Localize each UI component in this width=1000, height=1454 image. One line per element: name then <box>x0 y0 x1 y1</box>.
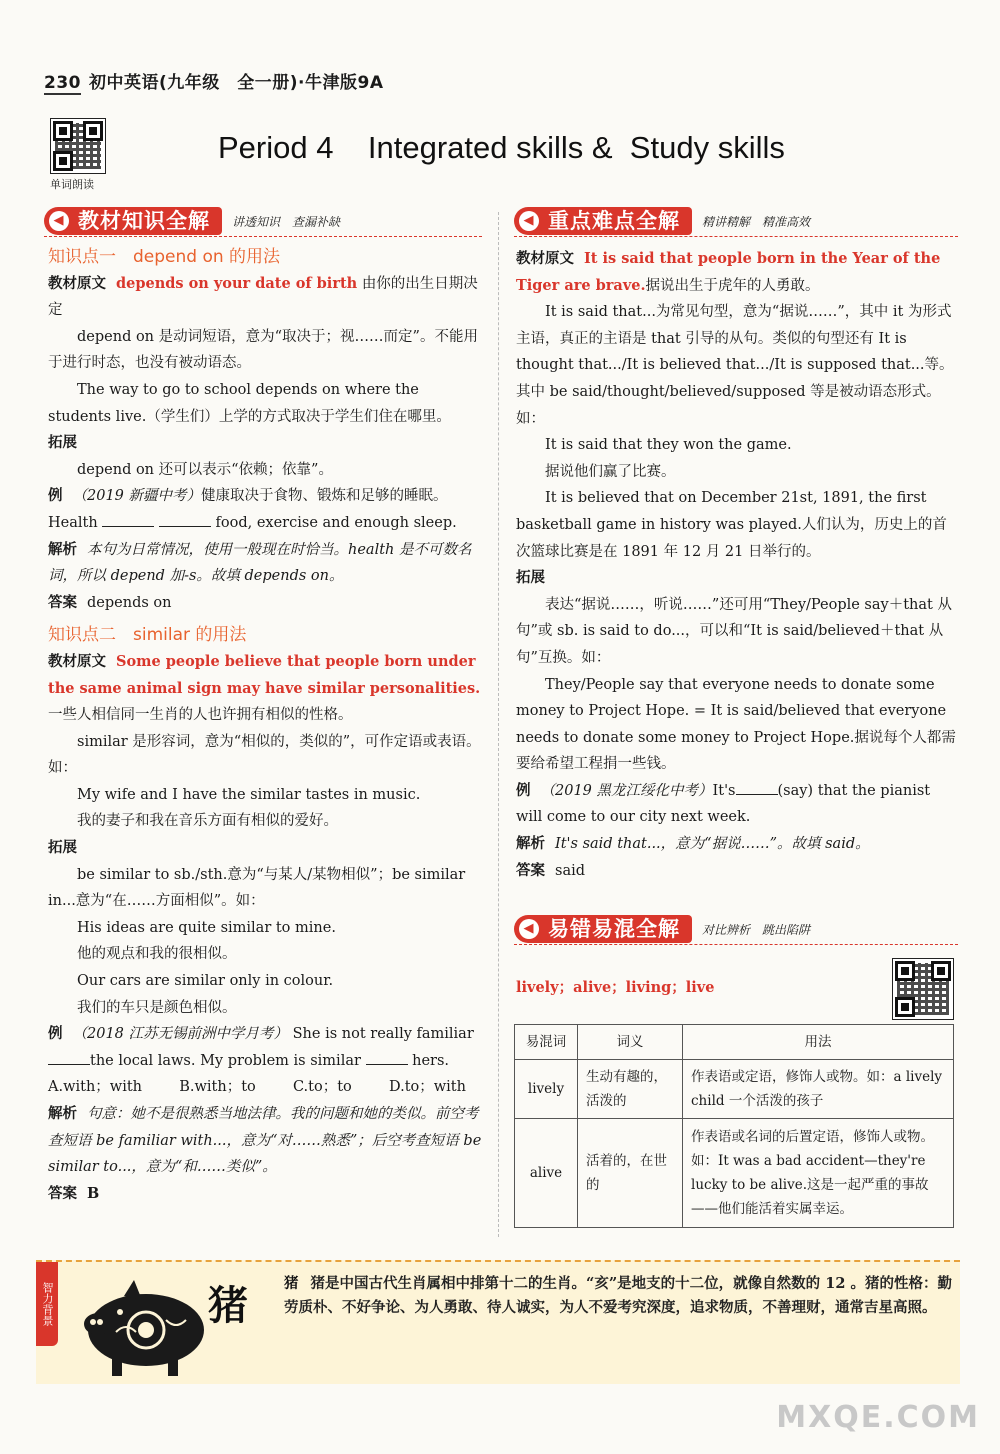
pig-character: 猪 <box>208 1282 248 1329</box>
section-banner-left <box>44 206 340 236</box>
knowledge-point-heading: 知识点二 similar 的用法 <box>48 625 247 646</box>
banner-title: 教材知识全解 <box>78 209 210 233</box>
answer-blank[interactable] <box>102 512 154 527</box>
answer-blank[interactable] <box>48 1050 90 1065</box>
book-title: 初中英语(九年级 全一册)·牛津版9A <box>89 73 384 93</box>
option-d[interactable]: D.to；with <box>388 1079 466 1096</box>
page-number: 230 <box>44 73 81 93</box>
option-c[interactable]: C.to；to <box>292 1079 352 1096</box>
qr-code[interactable] <box>892 958 954 1020</box>
banner-subtitle: 对比辨析 跳出陷阱 <box>702 922 811 937</box>
answer-blank[interactable] <box>736 780 778 795</box>
divider <box>514 944 958 945</box>
qr-label: 单词朗读 <box>50 178 94 191</box>
banner-subtitle: 讲透知识 查漏补缺 <box>232 214 341 229</box>
speaker-icon: ◀ <box>49 211 69 231</box>
section-banner-confusion <box>514 914 810 944</box>
table-row: lively 生动有趣的，活泼的 作表语或定语，修饰人或物。如：a lively child 一个活泼的孩子 <box>515 1060 954 1119</box>
confusion-title: lively；alive；living；live <box>516 979 715 996</box>
divider <box>514 236 958 237</box>
page-header <box>44 68 383 95</box>
knowledge-point-heading: 知识点一 depend on 的用法 <box>48 247 281 267</box>
banner-subtitle: 精讲精解 精准高效 <box>702 214 811 229</box>
table-header: 易混词 词义 用法 <box>515 1025 954 1060</box>
footer-tag: 智力背景 <box>36 1262 58 1346</box>
footer-text: 猪 猪是中国古代生肖属相中排第十二的生肖。“亥”是地支的十二位，就像自然数的 12 。猪的性格：勤劳质朴、不好争论、为人勇敢、待人诚实，为人不爱考究深度，追求物质，不善理财，通常吉星高照。 <box>284 1275 952 1316</box>
section-banner-right <box>514 206 810 236</box>
option-a[interactable]: A.with；with <box>48 1079 143 1096</box>
watermark: MXQE.COM <box>776 1400 980 1435</box>
footer-box <box>36 1260 960 1384</box>
option-b[interactable]: B.with；to <box>179 1079 256 1096</box>
speaker-icon: ◀ <box>519 919 539 939</box>
table-row: alive 活着的，在世的 作表语或名词的后置定语，修饰人或物。如：It was a bad accident—they're lucky to be alive.这是一起严重的事故——他们能活着实属幸运。 <box>515 1119 954 1228</box>
right-column: 教材原文 It is said that people born in the Year of the Tiger are brave.据说出生于虎年的人勇敢。 It is said that...为常见句型，意为“据说……”，其中 it 为形式主语，真正的主语是 that 引导的从句。类似的句型还有 It is thought that.../It is believed that.../It is supposed that...等。其中 be said/thought/believed/supposed 等是被动语态形式。如： It is said that they won the game. 据说他们赢了比赛。 It is believed that on December 21st, 1891, the first basketball game in history was played.人们认为，历史上的首次篮球比赛是在 1891 年 12 月 21 日举行的。 拓展 表达“据说……，听说……”还可用“They/People say＋that 从句”或 sb. is said to do...，可以和“It is said/believed＋that 从句”互换。如： They/People say that everyone needs to donate some money to Project Hope. = It is said/believed that everyone needs to donate some money to Project Hope.据说每个人都需要给希望工程捐一些钱。 例 （2019 黑龙江绥化中考）It's (say) that the pianist will come to our city next week. 解析 It's said that...，意为“据说……”。故填 said。 答案 said <box>516 250 956 879</box>
answer-blank[interactable] <box>366 1050 408 1065</box>
qr-code[interactable] <box>50 118 106 174</box>
confusion-table <box>514 1024 954 1228</box>
divider <box>44 236 482 237</box>
speaker-icon: ◀ <box>519 211 539 231</box>
left-column: 知识点一 depend on 的用法 教材原文 depends on your date of birth 由你的出生日期决定 depend on 是动词短语，意为“取决于；视……而定”。不能用于进行时态，也没有被动语态。 The way to go to school depends on where the students live.（学生们）上学的方式取决于学生们住在哪里。 拓展 depend on 还可以表示“依赖；依靠”。 例 （2019 新疆中考）健康取决于食物、锻炼和足够的睡眠。 Health food, exercise and enough sleep. 解析 本句为日常情况，使用一般现在时恰当。health 是不可数名词，所以 depend 加-s。故填 depends on。 答案 depends on 知识点二 similar 的用法 教材原文 Some people believe that people born under the same animal sign may have similar personalities.一些人相信同一生肖的人也许拥有相似的性格。 similar 是形容词，意为“相似的，类似的”，可作定语或表语。如： My wife and I have the similar tastes in music. 我的妻子和我在音乐方面有相似的爱好。 拓展 be similar to sb./sth.意为“与某人/某物相似”；be similar in...意为“在……方面相似”。如： His ideas are quite similar to mine. 他的观点和我的很相似。 Our cars are similar only in colour. 我们的车只是颜色相似。 例 （2018 江苏无锡前洲中学月考） She is not really familiar the local laws. My problem is similar hers. A.with；with B.with；to C.to；to D.to；with 解析 句意：她不是很熟悉当地法律。我的问题和她的类似。前空考查短语 be familiar with...，意为“对……熟悉”；后空考查短语 be similar to...，意为“和……类似”。 答案 B <box>48 244 486 1207</box>
column-divider <box>498 212 499 1237</box>
page-title: Period 4 Integrated skills & Study skills <box>218 130 785 165</box>
banner-title: 易错易混全解 <box>548 917 680 941</box>
answer-blank[interactable] <box>159 512 211 527</box>
banner-title: 重点难点全解 <box>548 209 680 233</box>
pig-papercut-image <box>76 1272 272 1380</box>
